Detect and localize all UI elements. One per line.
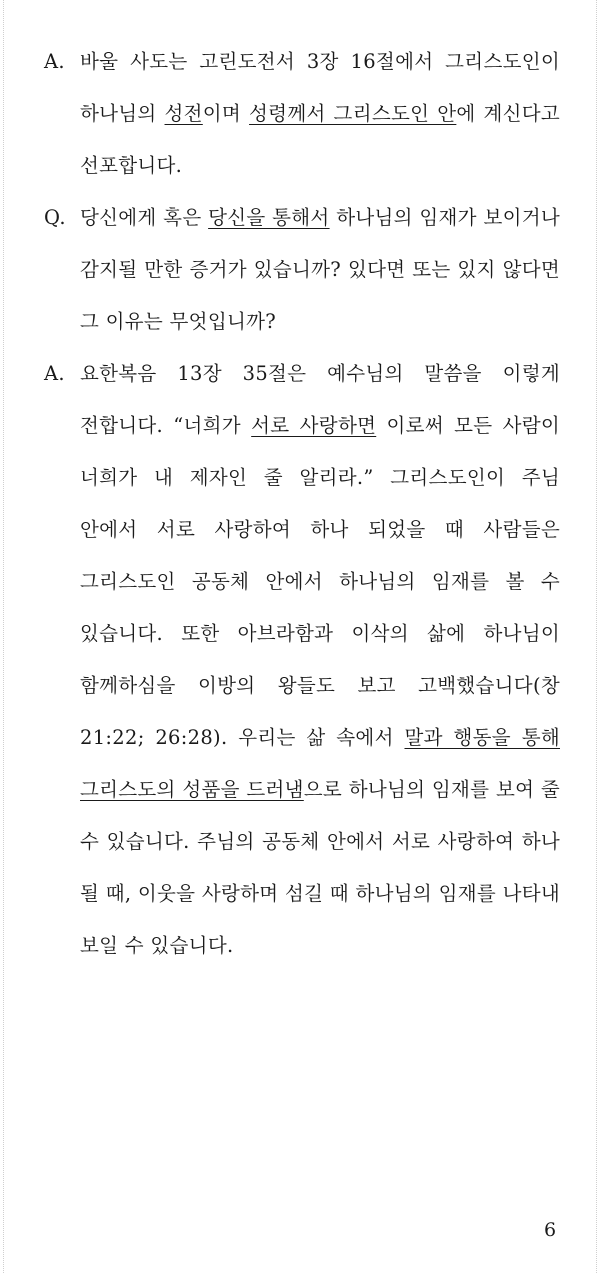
answer-text-segment: 이며	[202, 102, 250, 125]
answer-marker: A.	[44, 50, 65, 73]
question-block	[44, 192, 560, 348]
answer-marker: A.	[44, 362, 65, 385]
page-edge-right	[596, 0, 597, 1273]
page-body	[44, 36, 560, 972]
answer-text-segment: 에 계신다고 선포합니다.	[80, 102, 561, 177]
answer-text-segment: 으로 하나님의 임재를 보여 줄 수 있습니다. 주님의 공동체 안에서 서로 사랑하여 하나 될 때, 이웃을 사랑하며 섬길 때 하나님의 임재를 나타내 보일 수 있습니다.	[80, 778, 560, 957]
underlined-phrase: 말과 행동을 통해 그리스도의 성품을 드러냄	[80, 726, 560, 801]
answer-text-segment: 이로써 모든 사람이 너희가 내 제자인 줄 알리라.” 그리스도인이 주님 안에서 서로 사랑하여 하나 되었을 때 사람들은 그리스도인 공동체 안에서 하나님의 임재를 볼 수 있습니다. 또한 아브라함과 이삭의 삶에 하나님이 함께하심을 이방의 왕들도 보고 고백했습니다(창 21:22; 26:28). 우리는 삶 속에서	[80, 414, 560, 749]
underlined-phrase: 성령께서 그리스도인 안	[249, 102, 457, 125]
answer-text-segment: 바울 사도는 고린도전서 3장 16절에서 그리스도인이 하나님의	[80, 50, 560, 125]
question-text-segment: 하나님의 임재가 보이거나 감지될 만한 증거가 있습니까? 있다면 또는 있지 않다면 그 이유는 무엇입니까?	[80, 206, 560, 333]
answer-text-segment: 요한복음 13장 35절은 예수님의 말씀을 이렇게 전합니다. “너희가	[80, 362, 560, 437]
question-marker: Q.	[44, 206, 66, 229]
underlined-phrase: 성전	[164, 102, 203, 125]
underlined-phrase: 서로 사랑하면	[251, 414, 377, 437]
answer-block-1	[44, 36, 560, 192]
question-text-segment: 당신에게 혹은	[80, 206, 209, 229]
underlined-phrase: 당신을 통해서	[208, 206, 330, 229]
page-edge-left	[3, 0, 4, 1273]
page-number: 6	[543, 1219, 557, 1241]
answer-block-2	[44, 348, 560, 972]
